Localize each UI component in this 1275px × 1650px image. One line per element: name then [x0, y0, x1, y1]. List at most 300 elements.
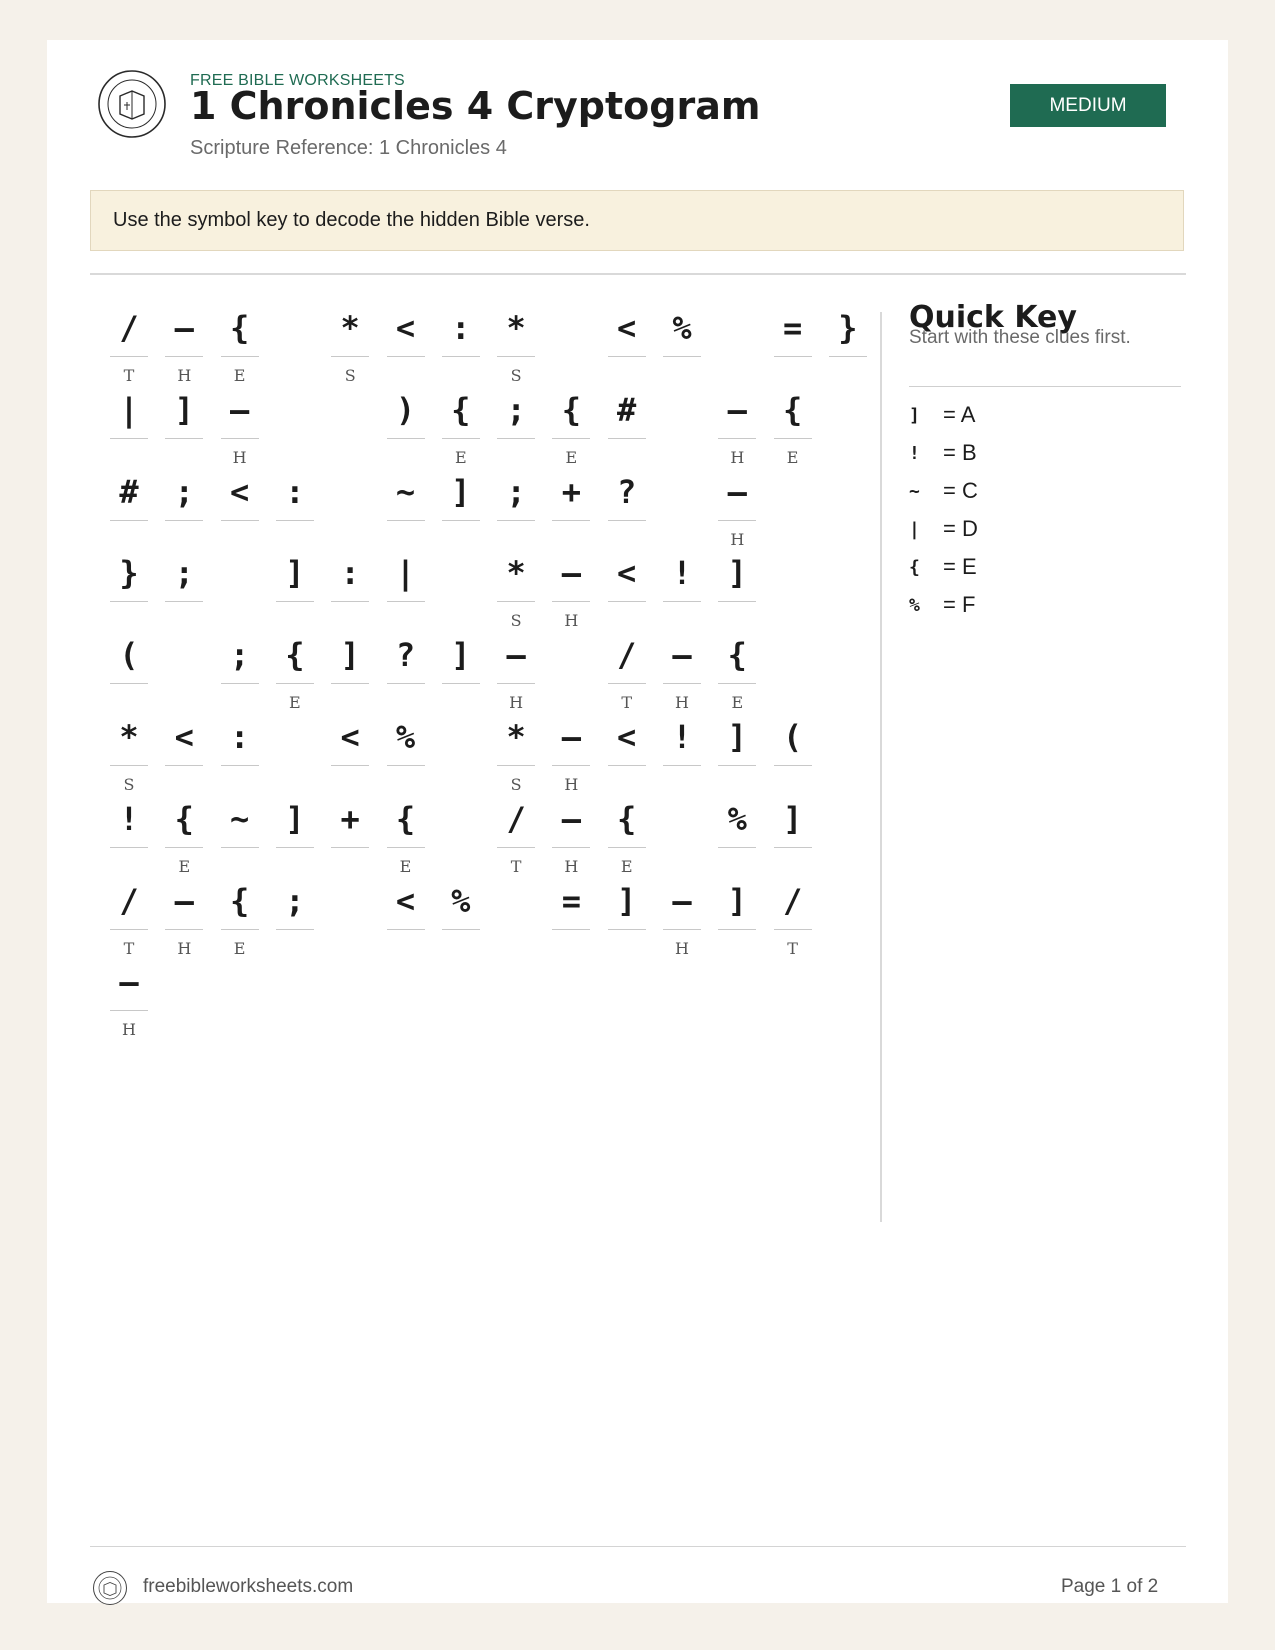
cipher-symbol: – [174, 881, 194, 920]
cipher-cell [663, 709, 701, 791]
instructions-text: Use the symbol key to decode the hidden Bible verse. [113, 209, 590, 231]
answer-blank[interactable] [663, 601, 701, 602]
cipher-cell [221, 300, 259, 385]
worksheet-page [47, 40, 1228, 1603]
cipher-cell [663, 873, 701, 958]
quick-key-symbol: { [909, 556, 920, 578]
answer-blank[interactable] [221, 765, 259, 766]
cipher-cell [331, 791, 369, 873]
answer-blank[interactable] [552, 520, 590, 521]
cipher-symbol: < [617, 554, 637, 593]
quick-key-value: = C [943, 478, 978, 503]
cipher-symbol: ] [617, 881, 637, 920]
scripture-reference: Scripture Reference: 1 Chronicles 4 [190, 137, 507, 159]
answer-letter: T [510, 856, 522, 876]
answer-letter [442, 940, 480, 958]
cipher-cell [165, 464, 203, 546]
cipher-cell [165, 382, 203, 464]
cipher-cell [110, 464, 148, 546]
footer-logo-icon [92, 1570, 128, 1606]
cipher-cell [718, 382, 756, 467]
cipher-cell [774, 382, 812, 467]
cipher-cell [442, 464, 480, 546]
answer-blank[interactable] [774, 929, 812, 930]
cipher-cell [497, 709, 535, 794]
answer-letter: S [344, 366, 356, 385]
cipher-symbol: – [672, 881, 692, 920]
cipher-cell [497, 300, 535, 385]
answer-letter: H [564, 775, 579, 794]
answer-blank[interactable] [718, 683, 756, 684]
cipher-cell [774, 791, 812, 873]
answer-blank[interactable] [165, 765, 203, 766]
cipher-symbol: ; [285, 881, 305, 920]
answer-blank[interactable] [829, 356, 867, 357]
cipher-symbol: + [561, 472, 582, 511]
answer-blank[interactable] [497, 356, 535, 357]
cipher-cell [829, 300, 867, 382]
answer-blank[interactable] [497, 847, 535, 848]
answer-blank[interactable] [276, 847, 314, 848]
cipher-cell [774, 300, 812, 382]
answer-blank[interactable] [110, 601, 148, 602]
answer-blank[interactable] [608, 601, 646, 602]
answer-letter [552, 940, 590, 958]
answer-blank[interactable] [774, 438, 812, 439]
answer-letter: S [123, 775, 135, 794]
answer-blank[interactable] [387, 356, 425, 357]
answer-blank[interactable] [331, 765, 369, 766]
cipher-cell [221, 627, 259, 709]
answer-letter: H [177, 938, 192, 958]
cipher-cell [774, 873, 812, 958]
cipher-symbol: ? [395, 636, 416, 675]
cipher-symbol: – [506, 636, 526, 675]
cipher-symbol: { [451, 390, 471, 429]
answer-blank[interactable] [221, 683, 259, 684]
quick-key-item [909, 438, 1179, 468]
cipher-symbol: – [174, 309, 194, 347]
answer-blank[interactable] [165, 520, 203, 521]
page-title: 1 Chronicles 4 Cryptogram [190, 84, 761, 128]
answer-blank[interactable] [387, 520, 425, 521]
cipher-cell [110, 300, 148, 385]
cipher-cell [165, 873, 203, 958]
answer-blank[interactable] [608, 765, 646, 766]
answer-letter: E [454, 447, 467, 467]
cipher-symbol: – [672, 636, 692, 675]
cipher-cell [663, 627, 701, 713]
cipher-cell [552, 464, 590, 546]
answer-blank[interactable] [387, 765, 425, 766]
answer-letter [165, 612, 203, 630]
answer-blank[interactable] [552, 601, 590, 602]
cipher-cell [331, 709, 369, 791]
cipher-symbol: ( [782, 718, 803, 756]
quick-key-item [909, 590, 1179, 620]
cipher-cell [497, 464, 535, 546]
cipher-symbol: ~ [395, 472, 416, 511]
quick-key-symbol: ] [909, 404, 920, 426]
cipher-symbol: ] [285, 554, 305, 593]
cipher-cell [276, 873, 314, 955]
cipher-symbol: | [119, 390, 139, 429]
cipher-cell [442, 300, 480, 382]
answer-blank[interactable] [718, 520, 756, 521]
answer-letter [663, 776, 701, 794]
cipher-cell [718, 791, 756, 873]
footer-divider [90, 1546, 1186, 1547]
answer-blank[interactable] [110, 438, 148, 439]
cipher-symbol: ~ [229, 799, 250, 838]
cipher-cell [608, 709, 646, 791]
cipher-symbol: = [782, 309, 803, 347]
answer-blank[interactable] [442, 356, 480, 357]
cipher-symbol: ! [672, 718, 692, 756]
quick-key-item [909, 514, 1179, 544]
answer-blank[interactable] [497, 601, 535, 602]
quick-key-title: Quick Key [909, 300, 1077, 335]
cipher-cell [608, 300, 646, 382]
cipher-symbol: ] [782, 799, 803, 838]
cipher-symbol: < [617, 718, 637, 756]
cipher-symbol: ] [340, 636, 360, 675]
cipher-symbol: { [395, 799, 416, 838]
quick-key-item [909, 400, 1179, 430]
cipher-cell [497, 791, 535, 876]
answer-blank[interactable] [497, 520, 535, 521]
cipher-symbol: ] [727, 718, 747, 756]
answer-blank[interactable] [110, 683, 148, 684]
cipher-cell [552, 873, 590, 955]
answer-blank[interactable] [331, 847, 369, 848]
cipher-symbol: ] [451, 636, 471, 675]
cipher-cell [663, 545, 701, 627]
answer-blank[interactable] [552, 847, 590, 848]
cipher-cell [718, 545, 756, 627]
cipher-symbol: { [174, 799, 194, 838]
answer-blank[interactable] [276, 683, 314, 684]
answer-letter [331, 858, 369, 876]
quick-key-value: = E [943, 554, 977, 579]
quick-key-symbol: ~ [909, 480, 920, 502]
answer-letter: H [177, 366, 192, 385]
cipher-symbol: ; [174, 472, 194, 511]
quick-key-symbol: | [909, 518, 920, 540]
answer-letter: H [564, 611, 579, 631]
answer-letter: H [509, 693, 524, 713]
answer-blank[interactable] [165, 929, 203, 930]
answer-blank[interactable] [221, 438, 259, 439]
answer-blank[interactable] [331, 683, 369, 684]
answer-letter [663, 367, 701, 385]
cipher-cell [442, 873, 480, 955]
cipher-symbol: ! [119, 799, 139, 838]
answer-blank[interactable] [110, 765, 148, 766]
cipher-symbol: ] [285, 799, 305, 838]
cipher-symbol: { [727, 636, 747, 675]
cipher-symbol: ] [727, 554, 747, 593]
cipher-symbol: { [229, 881, 250, 920]
cipher-cell [497, 545, 535, 631]
answer-blank[interactable] [276, 601, 314, 602]
cipher-cell [221, 464, 259, 546]
cipher-symbol: ) [395, 390, 416, 429]
cipher-symbol: = [561, 881, 582, 920]
answer-blank[interactable] [110, 929, 148, 930]
answer-blank[interactable] [442, 683, 480, 684]
answer-blank[interactable] [552, 765, 590, 766]
cipher-symbol: : [229, 718, 250, 756]
cipher-cell [221, 791, 259, 873]
answer-blank[interactable] [276, 929, 314, 930]
answer-blank[interactable] [608, 847, 646, 848]
cipher-symbol: ( [119, 636, 139, 675]
cipher-cell [552, 791, 590, 876]
answer-blank[interactable] [221, 929, 259, 930]
cipher-cell [276, 464, 314, 546]
answer-blank[interactable] [387, 438, 425, 439]
cipher-symbol: # [119, 472, 139, 511]
answer-blank[interactable] [442, 520, 480, 521]
answer-letter [387, 940, 425, 958]
cipher-symbol: : [285, 472, 305, 511]
answer-letter: H [564, 856, 579, 876]
quick-key-divider [909, 386, 1181, 387]
cipher-symbol: : [340, 554, 360, 593]
answer-blank[interactable] [663, 356, 701, 357]
cipher-cell [387, 627, 425, 709]
answer-letter: E [178, 856, 191, 876]
cipher-cell [110, 791, 148, 873]
answer-blank[interactable] [552, 929, 590, 930]
cipher-symbol: } [119, 554, 139, 593]
answer-blank[interactable] [221, 520, 259, 521]
cipher-cell [552, 709, 590, 794]
cipher-symbol: ? [617, 472, 637, 511]
cipher-cell [663, 300, 701, 382]
cipher-symbol: – [119, 963, 139, 1002]
answer-blank[interactable] [221, 847, 259, 848]
answer-letter [276, 940, 314, 958]
answer-blank[interactable] [387, 601, 425, 602]
answer-blank[interactable] [442, 438, 480, 439]
cipher-symbol: | [395, 554, 416, 593]
answer-blank[interactable] [165, 601, 203, 602]
cipher-symbol: * [119, 718, 139, 756]
quick-key-value: = A [943, 402, 976, 427]
difficulty-badge: MEDIUM [1010, 84, 1166, 127]
cipher-cell [221, 873, 259, 958]
answer-letter [221, 531, 259, 549]
cipher-symbol: / [782, 881, 803, 920]
quick-key-subtitle: Start with these clues first. [909, 327, 1131, 348]
answer-letter: E [233, 366, 246, 385]
answer-blank[interactable] [608, 356, 646, 357]
answer-letter: H [675, 693, 689, 713]
cipher-cell [497, 627, 535, 713]
answer-blank[interactable] [718, 765, 756, 766]
cipher-symbol: { [782, 390, 803, 429]
answer-letter [608, 940, 646, 958]
answer-blank[interactable] [110, 520, 148, 521]
cipher-cell [387, 791, 425, 876]
answer-blank[interactable] [387, 683, 425, 684]
answer-blank[interactable] [774, 765, 812, 766]
answer-blank[interactable] [387, 929, 425, 930]
cipher-cell [552, 545, 590, 631]
cipher-symbol: * [340, 309, 360, 347]
answer-letter: H [232, 447, 247, 467]
answer-blank[interactable] [331, 601, 369, 602]
answer-blank[interactable] [497, 765, 535, 766]
cipher-cell [718, 627, 756, 713]
answer-letter [442, 694, 480, 712]
cipher-cell [608, 791, 646, 876]
cipher-symbol: – [727, 472, 747, 511]
cipher-symbol: { [561, 390, 582, 429]
answer-blank[interactable] [110, 1010, 148, 1011]
cipher-symbol: ] [727, 881, 747, 920]
cipher-cell [718, 464, 756, 549]
cipher-cell [718, 873, 756, 955]
cipher-cell [331, 300, 369, 385]
cipher-symbol: * [506, 309, 526, 347]
cipher-symbol: % [395, 718, 416, 756]
cipher-symbol: – [561, 718, 582, 756]
answer-blank[interactable] [165, 438, 203, 439]
cipher-symbol: ; [506, 472, 526, 511]
cipher-cell [110, 709, 148, 794]
answer-blank[interactable] [663, 929, 701, 930]
answer-letter: T [787, 938, 798, 958]
answer-letter [718, 940, 756, 958]
cipher-cell [608, 627, 646, 713]
answer-blank[interactable] [718, 929, 756, 930]
answer-letter: E [786, 447, 799, 467]
answer-letter: T [123, 366, 135, 385]
quick-key-symbol: ! [909, 442, 920, 464]
answer-blank[interactable] [276, 520, 314, 521]
quick-key-item [909, 552, 1179, 582]
answer-letter: H [122, 1020, 136, 1040]
answer-blank[interactable] [608, 520, 646, 521]
cipher-cell [387, 873, 425, 955]
answer-letter: S [510, 775, 522, 794]
answer-blank[interactable] [718, 601, 756, 602]
cipher-cell [442, 382, 480, 467]
answer-blank[interactable] [718, 847, 756, 848]
cipher-symbol: ] [174, 390, 194, 429]
answer-blank[interactable] [442, 929, 480, 930]
answer-letter [829, 367, 867, 385]
cipher-symbol: { [285, 636, 305, 675]
cipher-cell [276, 545, 314, 627]
answer-blank[interactable] [718, 438, 756, 439]
cipher-symbol: – [561, 554, 582, 593]
answer-letter: E [289, 693, 301, 713]
cipher-symbol: { [617, 799, 637, 838]
cipher-cell [110, 382, 148, 464]
footer-website[interactable]: freebibleworksheets.com [143, 1576, 354, 1597]
cipher-cell [552, 382, 590, 467]
cipher-cell [165, 545, 203, 627]
cipher-symbol: < [617, 309, 637, 347]
answer-blank[interactable] [663, 683, 701, 684]
cipher-cell [387, 464, 425, 546]
cipher-cell [442, 627, 480, 709]
answer-blank[interactable] [387, 847, 425, 848]
cipher-symbol: % [672, 309, 692, 347]
cipher-cell [165, 709, 203, 791]
answer-blank[interactable] [497, 438, 535, 439]
cipher-cell [608, 382, 646, 464]
answer-letter: H [730, 447, 745, 467]
answer-blank[interactable] [608, 683, 646, 684]
answer-blank[interactable] [331, 356, 369, 357]
answer-blank[interactable] [497, 683, 535, 684]
answer-blank[interactable] [608, 929, 646, 930]
answer-letter: E [565, 447, 578, 467]
cipher-cell [221, 382, 259, 467]
quick-key-value: = F [943, 592, 976, 617]
cipher-cell [774, 709, 812, 791]
cipher-symbol: % [451, 881, 471, 920]
cipher-symbol: + [340, 799, 360, 838]
cipher-cell [718, 709, 756, 791]
cipher-cell [276, 791, 314, 873]
cipher-cell [165, 791, 203, 876]
cipher-cell [110, 627, 148, 709]
quick-key-value: = B [943, 440, 977, 465]
answer-blank[interactable] [774, 356, 812, 357]
answer-blank[interactable] [608, 438, 646, 439]
cipher-cell [110, 954, 148, 1040]
cipher-symbol: < [340, 718, 360, 756]
cipher-cell [608, 873, 646, 955]
answer-blank[interactable] [774, 847, 812, 848]
cipher-symbol: / [617, 636, 637, 675]
answer-letter: E [399, 856, 412, 876]
cipher-cell [497, 382, 535, 464]
cipher-cell [608, 464, 646, 546]
cipher-cell [331, 545, 369, 627]
cipher-symbol: – [561, 799, 582, 838]
cipher-symbol: % [727, 799, 747, 838]
answer-blank[interactable] [552, 438, 590, 439]
answer-blank[interactable] [165, 356, 203, 357]
cipher-symbol: ; [506, 390, 526, 429]
quick-key-item [909, 476, 1179, 506]
answer-letter: S [510, 611, 522, 631]
answer-blank[interactable] [663, 765, 701, 766]
answer-blank[interactable] [221, 356, 259, 357]
cipher-cell [110, 873, 148, 958]
answer-blank[interactable] [165, 847, 203, 848]
answer-blank[interactable] [110, 356, 148, 357]
cipher-symbol: / [119, 881, 139, 920]
answer-letter [442, 531, 480, 549]
answer-blank[interactable] [110, 847, 148, 848]
cipher-cell [221, 709, 259, 791]
cipher-cell [276, 627, 314, 713]
answer-letter: H [730, 529, 745, 549]
answer-letter: H [675, 938, 689, 958]
cipher-cell [387, 300, 425, 382]
cipher-symbol: – [727, 390, 747, 429]
cipher-symbol: * [506, 554, 526, 593]
page-number: Page 1 of 2 [1061, 1576, 1159, 1597]
